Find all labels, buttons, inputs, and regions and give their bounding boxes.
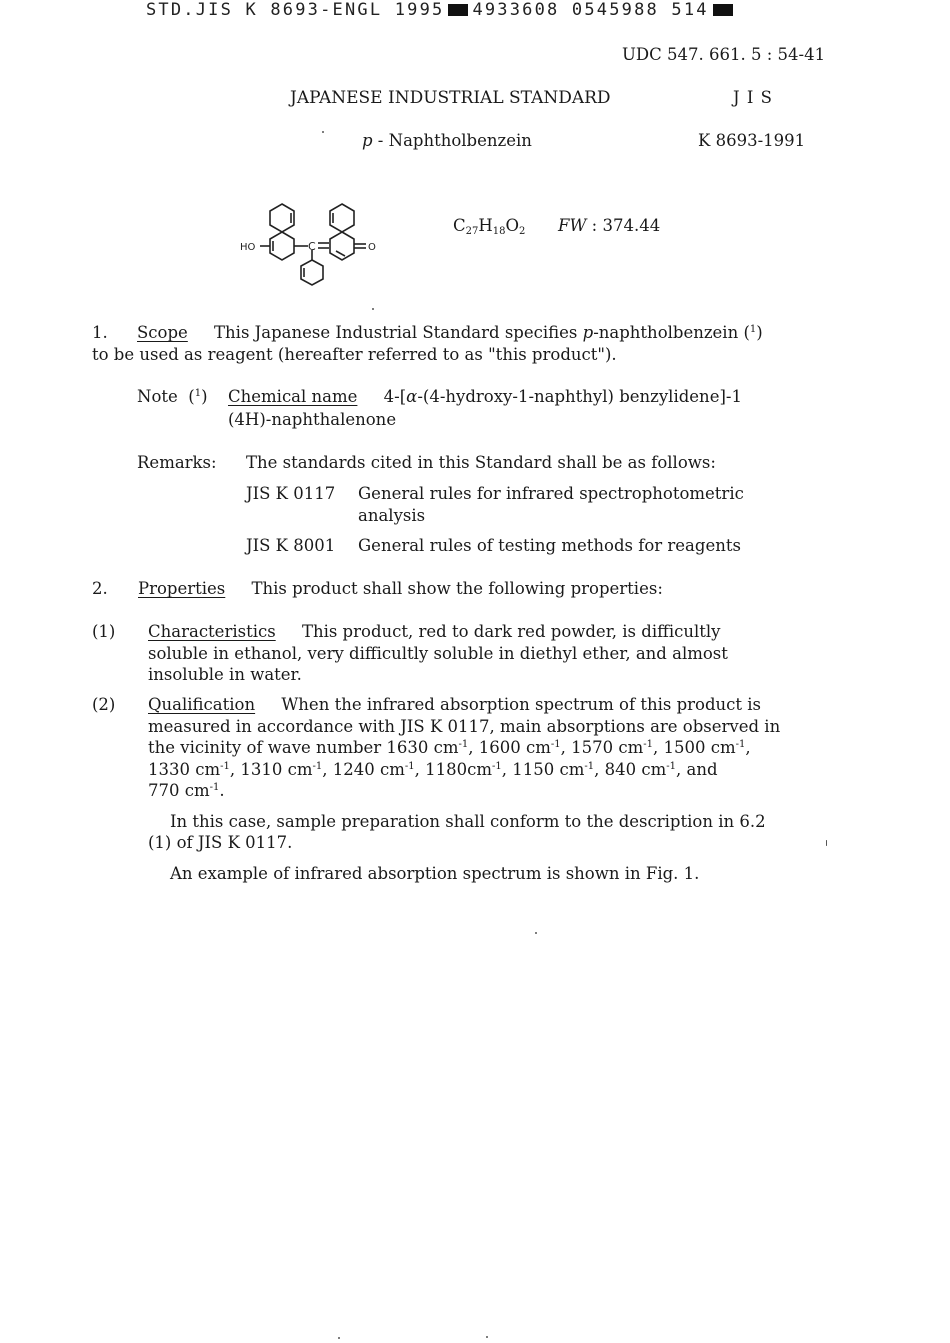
wavenumber-text: ,	[745, 738, 751, 757]
item-2-para2-line1: In this case, sample preparation shall conform to the description in 6.2	[170, 812, 766, 831]
wavenumber-text: 770 cm	[148, 781, 210, 800]
item-2-line3	[148, 738, 751, 757]
item-2-line1	[148, 695, 761, 714]
structure-c-label: C	[308, 240, 316, 253]
item-1-number: (1)	[92, 622, 116, 641]
note-title: Chemical name	[228, 387, 358, 406]
standard-title: JAPANESE INDUSTRIAL STANDARD	[290, 88, 611, 108]
scope-text: This Japanese Industrial Standard specifies	[214, 323, 583, 342]
item-1-line3: insoluble in water.	[148, 665, 302, 684]
scan-speck	[372, 308, 374, 310]
remarks-item-code: JIS K 8001	[246, 536, 336, 555]
wavenumber-text: 1330 cm	[148, 760, 221, 779]
formula-weight	[558, 216, 660, 235]
structure-o-label: O	[368, 242, 376, 253]
section-2-title: Properties	[138, 579, 226, 598]
redaction-block-icon	[713, 4, 733, 16]
scan-speck	[338, 1337, 340, 1339]
remarks-item-desc: General rules for infrared spectrophotometric	[358, 484, 744, 503]
item-1-line1	[148, 622, 720, 641]
section-2-number: 2.	[92, 579, 108, 598]
note-alpha: α	[406, 387, 418, 406]
product-name-text: - Naphtholbenzein	[372, 131, 532, 150]
item-2-para3: An example of infrared absorption spectrum is shown in Fig. 1.	[170, 864, 700, 883]
scan-header-code: STD.JIS K 8693-ENGL 1995	[146, 0, 445, 20]
item-2-line5	[148, 781, 225, 800]
wavenumber-text: , and	[676, 760, 718, 779]
wavenumber-text: .	[219, 781, 225, 800]
note-text-b: -(4-hydroxy-1-naphthyl) benzylidene]-1	[417, 387, 742, 406]
udc-number: UDC 547. 661. 5 : 54-41	[622, 45, 826, 64]
standard-number: K 8693-1991	[698, 131, 806, 150]
note-line2: (4H)-naphthalenone	[228, 410, 397, 429]
item-2-para2-line2: (1) of JIS K 0117.	[148, 833, 293, 852]
section-1-body-line2: to be used as reagent (hereafter referred to as "this product").	[92, 345, 617, 364]
unit-exponent: -1	[584, 761, 595, 772]
scan-header	[146, 0, 737, 20]
fw-value: : 374.44	[591, 216, 661, 235]
product-name	[362, 131, 532, 150]
section-1-number: 1.	[92, 323, 108, 342]
wavenumber-text: the vicinity of wave number 1630 cm	[148, 738, 459, 757]
right-lower-ring	[330, 232, 354, 260]
section-1-title: Scope	[137, 323, 188, 342]
formula-o-count: 2	[519, 226, 526, 237]
section-2-text: This product shall show the following properties:	[251, 579, 663, 598]
wavenumber-text: , 1310 cm	[229, 760, 313, 779]
structure-ho-label: HO	[240, 242, 256, 253]
item-2-line2: measured in accordance with JIS K 0117, main absorptions are observed in	[148, 717, 781, 736]
remarks-item-code: JIS K 0117	[246, 484, 336, 503]
formula-c: C	[453, 216, 466, 235]
chemical-structure	[232, 196, 392, 296]
scan-speck	[322, 131, 324, 133]
wavenumber-text: , 1180cm	[414, 760, 492, 779]
section-2-line	[138, 579, 663, 598]
remarks-item-desc-cont: analysis	[358, 506, 426, 525]
unit-exponent: -1	[735, 739, 746, 750]
wavenumber-text: , 1570 cm	[560, 738, 644, 757]
unit-exponent: -1	[404, 761, 415, 772]
molecular-formula	[453, 216, 525, 235]
redaction-block-icon	[448, 4, 468, 16]
unit-exponent: -1	[220, 761, 230, 772]
unit-exponent: -1	[643, 739, 654, 750]
scan-speck	[826, 840, 827, 846]
formula-h: H	[478, 216, 493, 235]
scan-speck	[535, 932, 537, 934]
wavenumber-text: , 1150 cm	[501, 760, 585, 779]
section-1-body-line1	[137, 323, 763, 342]
remarks-label: Remarks:	[137, 453, 217, 472]
unit-exponent: -1	[312, 761, 323, 772]
unit-exponent: -1	[492, 761, 502, 772]
remarks-intro: The standards cited in this Standard shall be as follows:	[246, 453, 716, 472]
formula-h-count: 18	[492, 226, 506, 237]
note-label: Note ($^1$)	[137, 387, 208, 406]
wavenumber-text: , 1600 cm	[468, 738, 551, 757]
note-text-a: 4-[	[383, 387, 407, 406]
wavenumber-text: , 840 cm	[594, 760, 667, 779]
formula-c-count: 27	[465, 226, 479, 237]
formula-o: O	[505, 216, 520, 235]
unit-exponent: -1	[458, 739, 469, 750]
fw-label: FW	[558, 216, 587, 235]
scan-header-serial: 4933608 0545988 514	[472, 0, 709, 20]
scope-p: p	[582, 323, 594, 342]
item-1-text: This product, red to dark red powder, is difficultly	[301, 622, 721, 641]
jis-mark: J I S	[733, 88, 773, 107]
item-2-line4	[148, 760, 718, 779]
note-label-text: Note	[137, 387, 178, 406]
scope-text-b: -naphtholbenzein (	[593, 323, 750, 342]
item-1-line2: soluble in ethanol, very difficultly soluble in diethyl ether, and almost	[148, 644, 728, 663]
item-2-number: (2)	[92, 695, 116, 714]
note-line1	[228, 387, 742, 406]
item-2-text: When the infrared absorption spectrum of this product is	[281, 695, 762, 714]
scope-text-c: )	[756, 323, 763, 342]
scan-speck	[486, 1336, 488, 1338]
item-2-title: Qualification	[148, 695, 256, 714]
remarks-item-desc: General rules of testing methods for reagents	[358, 536, 741, 555]
item-1-title: Characteristics	[148, 622, 276, 641]
unit-exponent: -1	[550, 739, 561, 750]
unit-exponent: -1	[666, 761, 676, 772]
wavenumber-text: , 1240 cm	[322, 760, 405, 779]
product-prefix: p	[362, 131, 373, 150]
note-ref: 1	[749, 324, 757, 335]
wavenumber-text: , 1500 cm	[653, 738, 736, 757]
unit-exponent: -1	[209, 782, 220, 793]
note-label-ref: 1	[194, 388, 202, 399]
